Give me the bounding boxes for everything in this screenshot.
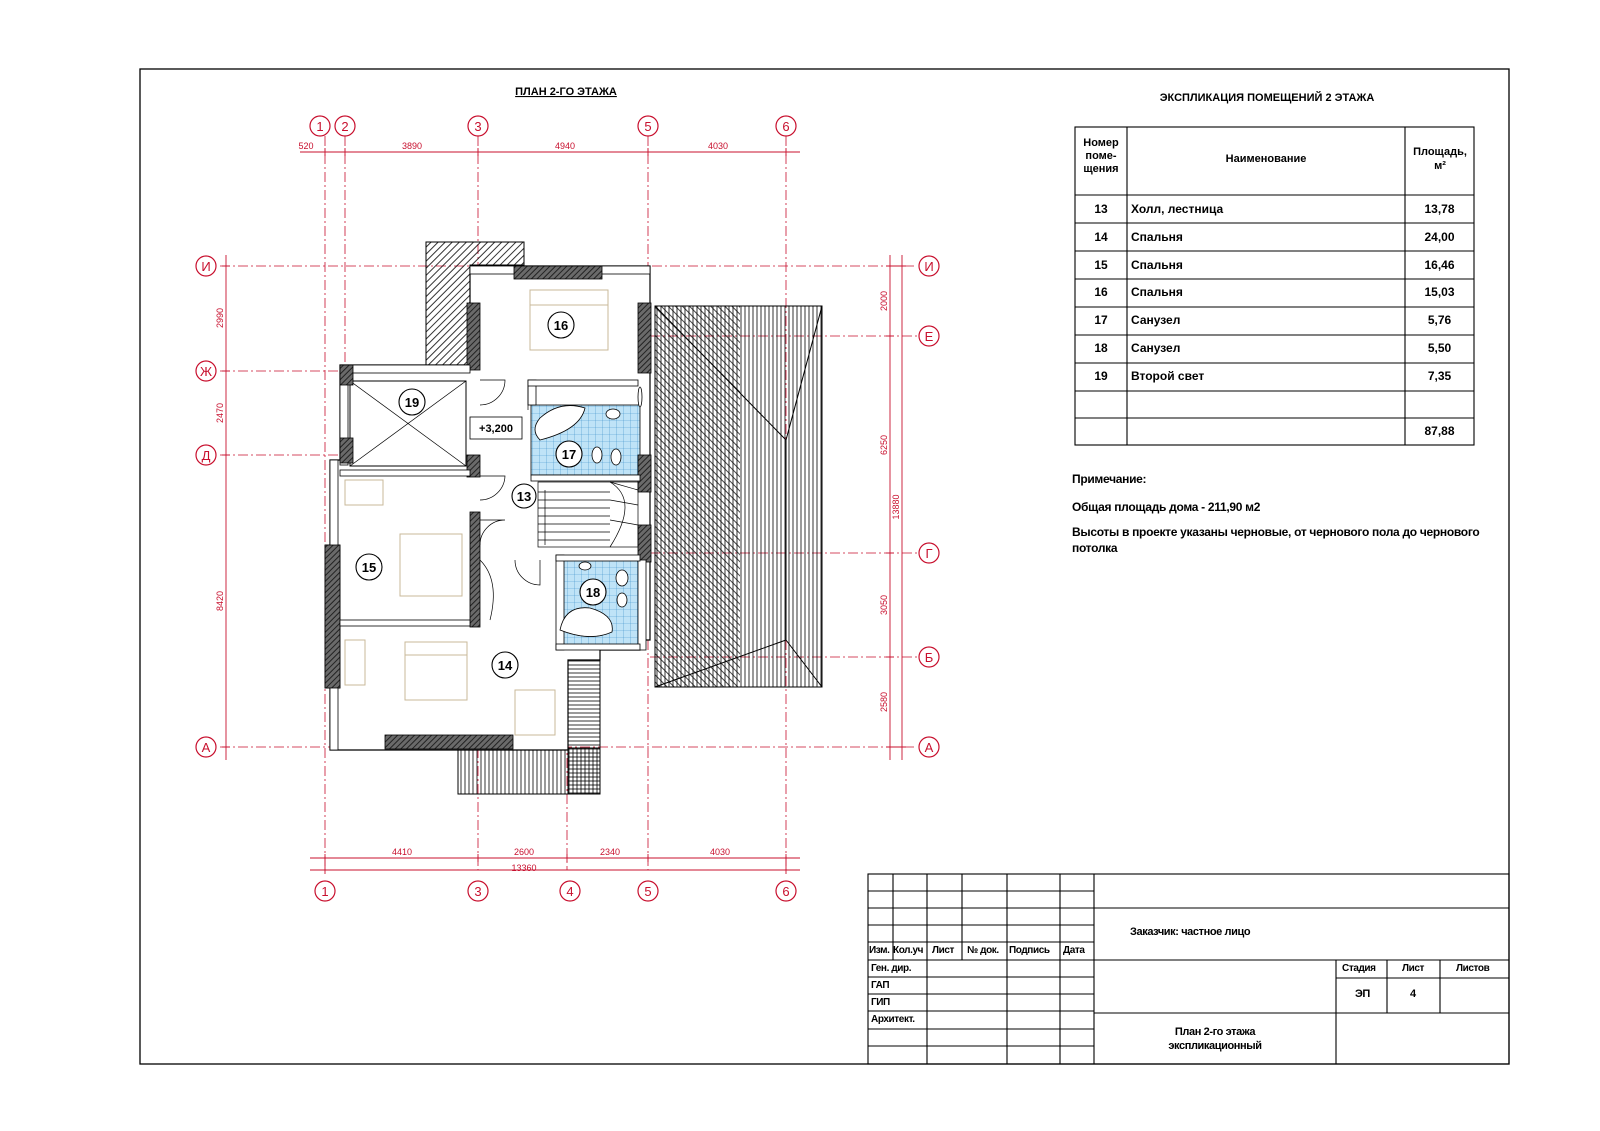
stamp-sheet-title-1: План 2-го этажа bbox=[1174, 1026, 1256, 1038]
axis-top-3: 3 bbox=[474, 119, 482, 134]
explication-cell-number: 19 bbox=[1094, 368, 1108, 383]
explication-cell-number: 17 bbox=[1094, 313, 1108, 328]
axis-bottom-1: 1 bbox=[321, 884, 329, 899]
room-18-label: 18 bbox=[585, 585, 601, 600]
stamp-col-date: Дата bbox=[1063, 945, 1085, 956]
stamp-role-gip: ГИП bbox=[871, 997, 890, 1008]
room-17-label: 17 bbox=[561, 447, 577, 462]
dim-right-2: 6250 bbox=[879, 434, 889, 456]
axis-top-2: 2 bbox=[341, 119, 349, 134]
dim-top-4: 4030 bbox=[707, 141, 729, 151]
dim-bottom-1: 4410 bbox=[391, 847, 413, 857]
explication-cell-area: 5,50 bbox=[1427, 341, 1452, 355]
stamp-sheet-title-2: экспликационный bbox=[1168, 1040, 1262, 1052]
axis-right-g: Г bbox=[925, 546, 933, 561]
stamp-col-sign: Подпись bbox=[1009, 945, 1050, 956]
axis-top-6: 6 bbox=[782, 119, 790, 134]
explication-cell-name: Спальня bbox=[1131, 285, 1183, 300]
stamp-sheet-header: Лист bbox=[1402, 963, 1425, 974]
axis-right-i: И bbox=[924, 259, 934, 274]
dim-bottom-3: 2340 bbox=[599, 847, 621, 857]
explication-cell-name: Спальня bbox=[1131, 229, 1183, 244]
axis-left-i: И bbox=[201, 259, 211, 274]
explication-cell-name: Санузел bbox=[1131, 341, 1181, 355]
explication-cell-name: Холл, лестница bbox=[1131, 202, 1224, 216]
stamp-col-doc: № док. bbox=[967, 945, 999, 956]
explication-title: ЭКСПЛИКАЦИЯ ПОМЕЩЕНИЙ 2 ЭТАЖА bbox=[1159, 92, 1375, 104]
explication-cell-area: 7,35 bbox=[1427, 368, 1452, 383]
axis-bottom-5: 5 bbox=[644, 884, 652, 899]
explication-cell-area: 24,00 bbox=[1424, 229, 1455, 244]
axis-top-5: 5 bbox=[644, 119, 652, 134]
stamp-col-list: Лист bbox=[932, 945, 955, 956]
axis-top-1: 1 bbox=[316, 119, 324, 134]
stamp-stage-value: ЭП bbox=[1355, 988, 1370, 1000]
explication-cell-number: 14 bbox=[1094, 229, 1108, 244]
axis-bottom-3: 3 bbox=[474, 884, 482, 899]
dim-right-3: 3050 bbox=[879, 594, 889, 616]
room-19-label: 19 bbox=[404, 395, 420, 410]
explication-cell-number: 16 bbox=[1094, 285, 1108, 300]
axis-left-d: Д bbox=[201, 448, 211, 463]
explication-cell-number: 18 bbox=[1094, 341, 1108, 355]
explication-cell-name: Второй свет bbox=[1131, 368, 1205, 383]
dim-top-1: 520 bbox=[298, 141, 314, 151]
stamp-sheets-header: Листов bbox=[1456, 963, 1490, 974]
stamp-role-gap: ГАП bbox=[871, 980, 890, 991]
room-13-label: 13 bbox=[516, 489, 532, 504]
explication-cell-area: 13,78 bbox=[1424, 202, 1455, 216]
dim-bottom-2: 2600 bbox=[513, 847, 535, 857]
explication-cell-name: Спальня bbox=[1131, 257, 1183, 272]
axis-left-zh: Ж bbox=[199, 364, 213, 379]
stamp-col-izm: Изм. bbox=[869, 945, 890, 956]
note-heading: Примечание: bbox=[1072, 472, 1147, 486]
explication-cell-number: 15 bbox=[1094, 257, 1108, 272]
level-mark: +3,200 bbox=[479, 423, 513, 435]
dim-top-3: 4940 bbox=[554, 141, 576, 151]
explication-cell-area: 5,76 bbox=[1427, 313, 1452, 328]
stamp-col-koluch: Кол.уч bbox=[893, 945, 924, 956]
dim-top-2: 3890 bbox=[401, 141, 423, 151]
axis-right-e: Е bbox=[924, 329, 934, 344]
dim-left-2: 2470 bbox=[215, 402, 225, 424]
stamp-stage-header: Стадия bbox=[1342, 963, 1376, 974]
dim-bottom-total: 13360 bbox=[511, 863, 537, 873]
explication-cell-area: 16,46 bbox=[1424, 257, 1455, 272]
explication-header-number: Номер поме- щения bbox=[1083, 137, 1119, 175]
plan-title: ПЛАН 2-ГО ЭТАЖА bbox=[515, 86, 617, 98]
explication-header-area: Площадь, м² bbox=[1413, 146, 1467, 172]
explication-cell-name: Санузел bbox=[1131, 313, 1181, 328]
axis-right-b: Б bbox=[924, 650, 934, 665]
note-total-area: Общая площадь дома - 211,90 м2 bbox=[1072, 500, 1261, 514]
stamp-role-gendir: Ген. дир. bbox=[871, 963, 912, 974]
dim-right-total: 13880 bbox=[891, 494, 901, 520]
room-14-label: 14 bbox=[497, 658, 513, 673]
room-16-label: 16 bbox=[553, 318, 569, 333]
axis-left-a: А bbox=[201, 740, 211, 755]
stamp-role-architect: Архитект. bbox=[871, 1014, 915, 1025]
dim-right-4: 2580 bbox=[879, 691, 889, 713]
axis-right-a: А bbox=[924, 740, 934, 755]
dim-bottom-4: 4030 bbox=[709, 847, 731, 857]
stamp-sheet-value: 4 bbox=[1410, 988, 1416, 1000]
explication-cell-area: 15,03 bbox=[1424, 285, 1455, 300]
note-heights: Высоты в проекте указаны черновые, от чернового пола до чернового потолка bbox=[1072, 525, 1480, 555]
explication-cell-area: 87,88 bbox=[1424, 424, 1455, 439]
axis-bottom-4: 4 bbox=[566, 884, 574, 899]
explication-cell-number: 13 bbox=[1094, 202, 1108, 216]
dim-left-3: 8420 bbox=[215, 590, 225, 612]
dim-right-1: 2000 bbox=[879, 290, 889, 312]
explication-header-name: Наименование bbox=[1225, 153, 1307, 165]
dim-left-1: 2990 bbox=[215, 307, 225, 329]
room-15-label: 15 bbox=[361, 560, 377, 575]
axis-bottom-6: 6 bbox=[782, 884, 790, 899]
stamp-customer: Заказчик: частное лицо bbox=[1130, 926, 1251, 938]
